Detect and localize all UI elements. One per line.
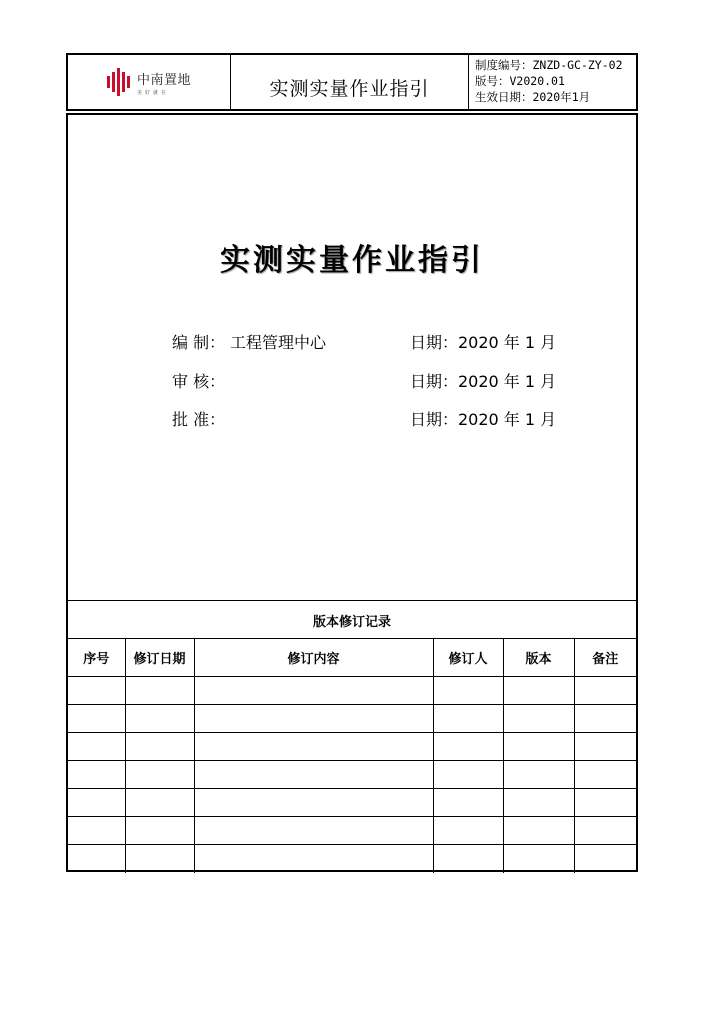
version-number: 版号：V2020.01 [475,74,565,88]
table-cell [125,705,194,733]
logo-cell [68,55,231,109]
table-cell [194,789,433,817]
table-cell [433,817,503,845]
table-cell [68,789,125,817]
table-cell [433,789,503,817]
table-cell [574,677,636,705]
signoff-label: 批 准： [172,410,226,429]
table-cell [433,761,503,789]
table-cell [503,817,574,845]
table-row [68,677,636,705]
table-cell [503,845,574,873]
col-header-content: 修订内容 [194,639,433,677]
table-cell [125,845,194,873]
table-cell [125,789,194,817]
policy-number: 制度编号：ZNZD-GC-ZY-02 [475,58,623,72]
col-header-date: 修订日期 [125,639,194,677]
header-meta [469,55,636,109]
col-header-index: 序号 [68,639,125,677]
table-cell [433,677,503,705]
table-cell [433,733,503,761]
header-title: 实测实量作业指引 [231,55,469,109]
table-cell [503,733,574,761]
table-cell [68,705,125,733]
table-cell [125,733,194,761]
table-cell [574,761,636,789]
table-cell [194,733,433,761]
table-cell [503,761,574,789]
effective-date: 生效日期：2020年1月 [475,90,591,104]
table-cell [68,733,125,761]
table-cell [125,817,194,845]
table-cell [503,677,574,705]
table-row [68,705,636,733]
document-body [66,113,638,872]
table-row [68,789,636,817]
table-cell [68,677,125,705]
table-row [68,761,636,789]
table-cell [433,705,503,733]
table-cell [503,789,574,817]
document-title: 实测实量作业指引 [220,243,484,278]
revision-rows [68,677,636,873]
table-cell [433,845,503,873]
table-row [68,733,636,761]
signoff-date: 日期：2020 年 1 月 [410,372,557,391]
table-cell [68,845,125,873]
signoff-date: 日期：2020 年 1 月 [410,333,557,352]
signoff-label: 审 核： [172,372,226,391]
table-cell [194,677,433,705]
table-cell [68,817,125,845]
table-cell [574,789,636,817]
table-cell [503,705,574,733]
table-cell [574,705,636,733]
table-cell [574,845,636,873]
table-cell [125,677,194,705]
company-logo [107,68,191,96]
table-row [68,845,636,873]
signoff-value: 工程管理中心 [230,333,327,352]
table-cell [194,705,433,733]
table-cell [194,845,433,873]
col-header-version: 版本 [503,639,574,677]
signoff-label: 编 制： [172,333,226,352]
signoff-date: 日期：2020 年 1 月 [410,410,557,429]
logo-bars-icon [107,68,130,96]
table-cell [574,817,636,845]
logo-name: 中南置地 [136,72,191,88]
table-row [68,817,636,845]
revision-title: 版本修订记录 [68,600,636,639]
table-cell [574,733,636,761]
document-header [66,53,638,111]
table-cell [125,761,194,789]
revision-header-row [68,639,636,677]
logo-slogan: 美好就在 [136,89,169,96]
table-cell [194,817,433,845]
revision-table [68,638,636,873]
col-header-remarks: 备注 [574,639,636,677]
table-cell [194,761,433,789]
table-cell [68,761,125,789]
col-header-reviser: 修订人 [433,639,503,677]
